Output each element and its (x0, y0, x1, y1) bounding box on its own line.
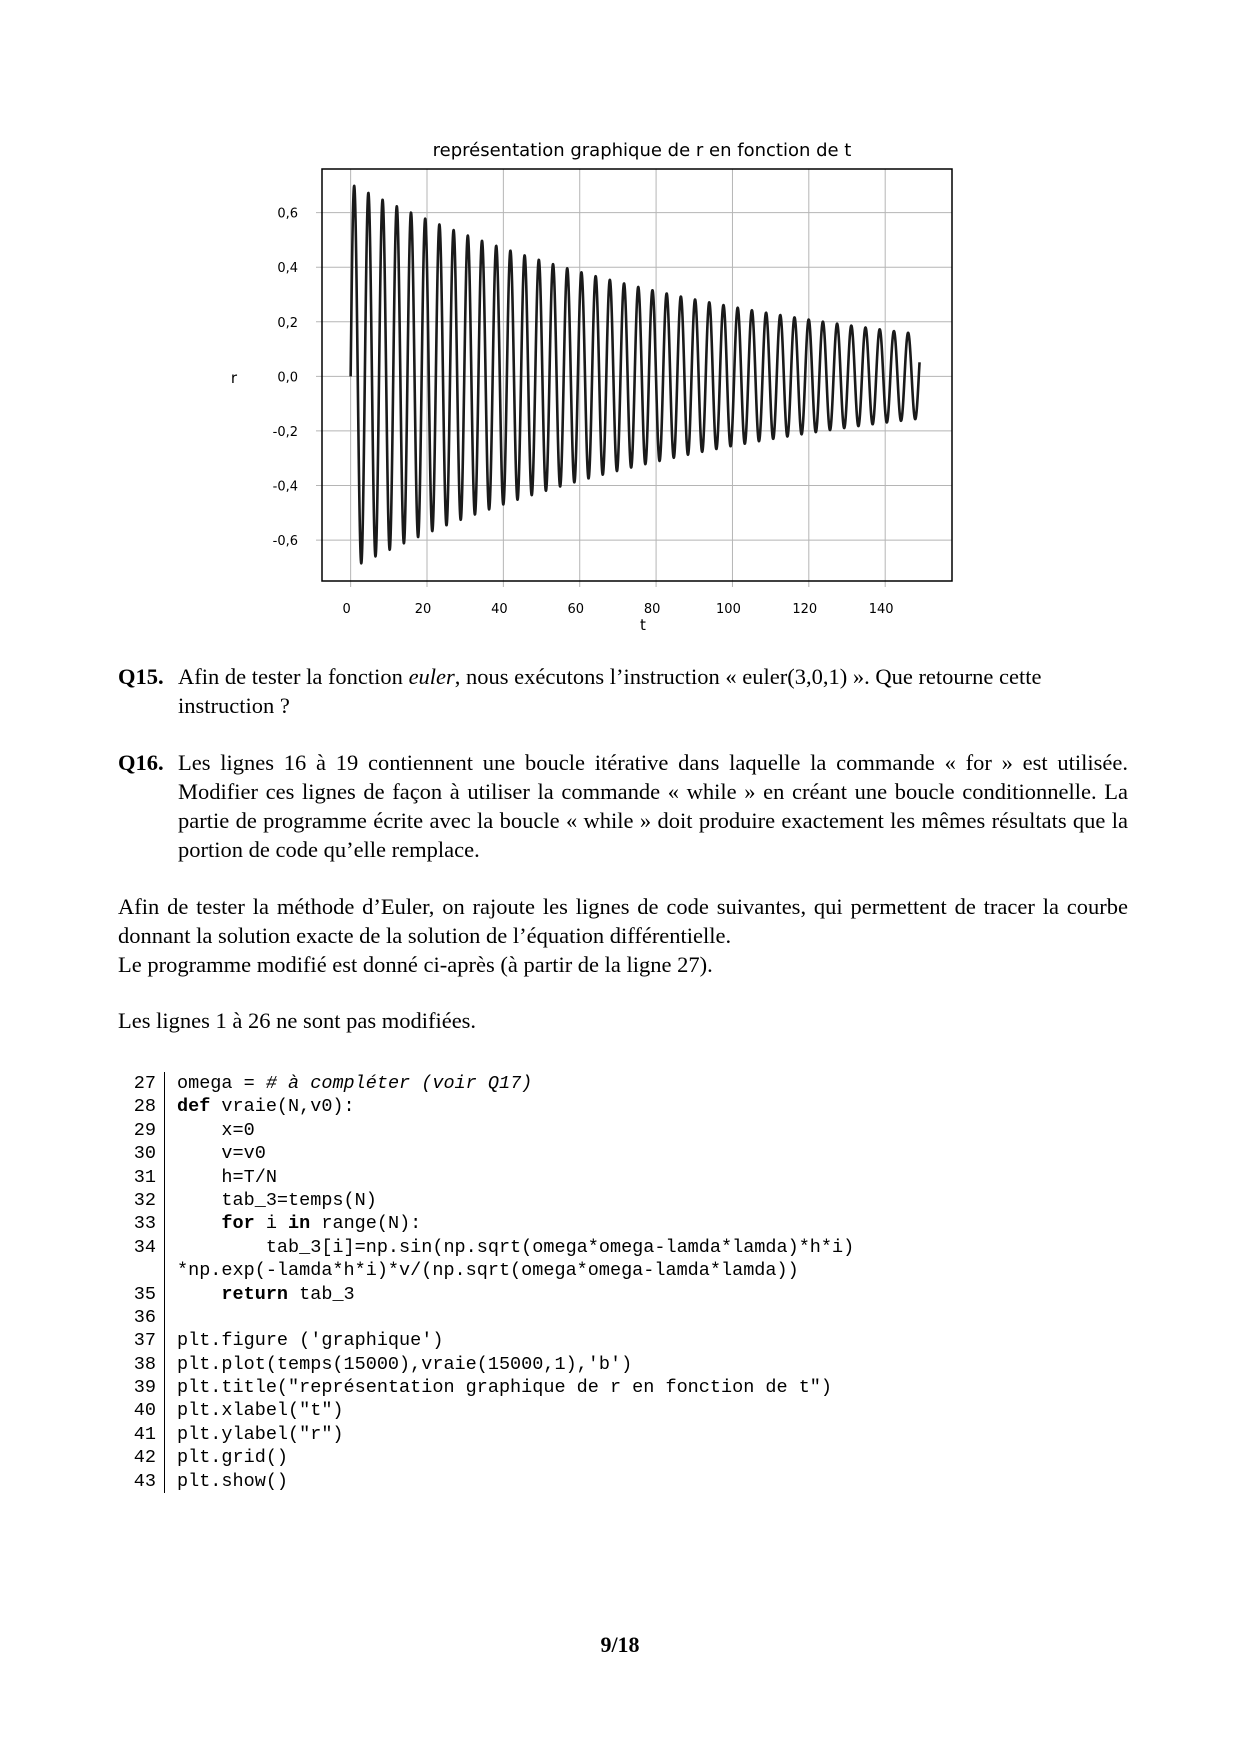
code-token: tab_3=temps(N) (177, 1189, 377, 1211)
code-text (165, 1142, 266, 1165)
code-comment: # à compléter (voir Q17) (265, 1073, 533, 1094)
line-number: 38 (118, 1353, 165, 1376)
code-text (165, 1399, 344, 1422)
q16-text: Les lignes 16 à 19 contiennent une boucle itérative dans laquelle la commande « for » est utilisée. Modifier ces lignes de façon à utiliser la commande « while » en créant une boucle conditionnelle. La partie de programme écrite avec la boucle « while » doit produire exactement les mêmes résultats que la portion de code qu’elle remplace. (178, 750, 1128, 862)
question-number: Q16. (118, 750, 164, 775)
code-text (165, 1470, 288, 1493)
y-tick-label: 0,0 (277, 370, 298, 386)
q15-text-b: , nous exécutons l’instruction « euler(3,0,1) ». Que retourne cette (454, 664, 1042, 689)
page-number: 9/18 (600, 1632, 640, 1657)
code-line (118, 1283, 1128, 1306)
code-line (118, 1259, 1128, 1282)
y-tick-label: -0,4 (272, 479, 298, 495)
series-line-r (351, 186, 920, 563)
code-line (118, 1376, 1128, 1399)
x-tick-label: 120 (792, 602, 818, 617)
code-line (118, 1095, 1128, 1118)
code-token: vraie(N,v0): (210, 1096, 355, 1118)
question-q16 (118, 748, 1128, 864)
chart-title: représentation graphique de r en fonction de t (432, 140, 852, 161)
code-token: tab_3 (288, 1283, 355, 1305)
code-token: h=T/N (177, 1166, 277, 1188)
code-line (118, 1306, 1128, 1329)
code-text (165, 1283, 355, 1306)
code-keyword: def (177, 1096, 211, 1118)
line-number: 37 (118, 1329, 165, 1352)
code-token: omega = (177, 1073, 266, 1094)
q15-function-name: euler (408, 664, 455, 689)
question-number: Q15. (118, 664, 164, 689)
code-token (177, 1213, 221, 1234)
code-line (118, 1446, 1128, 1469)
code-token: i (254, 1213, 289, 1235)
code-text (165, 1259, 799, 1282)
x-axis-label: t (640, 616, 646, 634)
x-tick-label: 60 (567, 602, 585, 617)
damped-oscillation-chart (0, 0, 1240, 660)
q15-text-c: instruction ? (178, 693, 290, 718)
line-number: 27 (118, 1072, 165, 1095)
code-text (165, 1423, 344, 1446)
code-line (118, 1166, 1128, 1189)
code-token: plt.show() (177, 1470, 289, 1492)
code-text (165, 1119, 255, 1142)
line-number: 41 (118, 1423, 165, 1446)
code-text (165, 1212, 421, 1235)
line-number (118, 1259, 165, 1282)
code-listing (118, 1072, 1128, 1493)
code-text (165, 1072, 532, 1095)
code-token: v=v0 (177, 1143, 266, 1165)
x-tick-labels (342, 602, 893, 617)
x-tick-label: 20 (414, 602, 432, 617)
code-token: range(N): (310, 1213, 422, 1235)
y-tick-labels (273, 207, 298, 549)
x-tick-label: 100 (716, 602, 741, 617)
code-text (165, 1166, 277, 1189)
line-number: 36 (118, 1306, 165, 1329)
line-number: 34 (118, 1236, 165, 1259)
intro-paragraph (118, 892, 1128, 979)
y-tick-label: -0,6 (272, 534, 298, 550)
x-tick-label: 0 (342, 602, 351, 617)
line-number: 42 (118, 1446, 165, 1469)
line-number: 40 (118, 1399, 165, 1422)
code-line (118, 1189, 1128, 1212)
line-number: 30 (118, 1142, 165, 1165)
y-tick-label: 0,6 (277, 206, 298, 222)
code-token: plt.plot(temps(15000),vraie(15000,1),'b') (177, 1353, 633, 1375)
line-number: 32 (118, 1189, 165, 1212)
code-token: plt.ylabel("r") (177, 1423, 344, 1445)
line-number: 33 (118, 1212, 165, 1235)
code-line (118, 1212, 1128, 1235)
code-text (165, 1189, 377, 1212)
code-line (118, 1119, 1128, 1142)
code-token: x=0 (177, 1119, 255, 1141)
y-tick-label: 0,2 (277, 315, 298, 331)
code-token: plt.xlabel("t") (177, 1400, 344, 1422)
code-token: tab_3[i]=np.sin(np.sqrt(omega*omega-lamda*lamda)*h*i) (177, 1236, 855, 1258)
code-text (165, 1306, 177, 1329)
line-number: 31 (118, 1166, 165, 1189)
y-axis-label: r (230, 369, 238, 387)
code-keyword: for (221, 1213, 255, 1235)
line-number: 39 (118, 1376, 165, 1399)
code-line (118, 1329, 1128, 1352)
code-line (118, 1142, 1128, 1165)
code-text (165, 1353, 632, 1376)
code-text (165, 1095, 355, 1118)
x-tick-label: 140 (868, 602, 894, 617)
x-tick-label: 80 (643, 602, 661, 617)
x-tick-label: 40 (491, 602, 508, 617)
code-token: plt.title("représentation graphique de r en fonction de t") (177, 1377, 833, 1399)
code-keyword: in (288, 1213, 311, 1235)
code-line (118, 1072, 1128, 1095)
code-token: plt.grid() (177, 1447, 289, 1469)
code-token (177, 1284, 221, 1305)
code-text (165, 1329, 443, 1352)
line-number: 28 (118, 1095, 165, 1118)
line-number: 43 (118, 1470, 165, 1493)
code-text (165, 1376, 832, 1399)
code-keyword: return (221, 1283, 289, 1305)
y-tick-label: 0,4 (277, 261, 298, 277)
code-token: *np.exp(-lamda*h*i)*v/(np.sqrt(omega*omega-lamda*lamda)) (177, 1260, 799, 1282)
code-text (165, 1446, 288, 1469)
intro-paragraph-text: Afin de tester la méthode d’Euler, on rajoute les lignes de code suivantes, qui permettent de tracer la courbe donnant la solution exacte de la solution de l’équation différentielle. (118, 894, 1128, 948)
code-text (165, 1236, 854, 1259)
code-line (118, 1236, 1128, 1259)
code-token: plt.figure ('graphique') (177, 1330, 444, 1352)
line-number: 29 (118, 1119, 165, 1142)
code-line (118, 1399, 1128, 1422)
q15-text-a: Afin de tester la fonction (178, 664, 409, 689)
intro-paragraph-line2: Le programme modifié est donné ci-après (à partir de la ligne 27). (118, 952, 713, 977)
y-tick-label: -0,2 (272, 424, 298, 440)
question-q15 (118, 662, 1128, 720)
unchanged-lines-note: Les lignes 1 à 26 ne sont pas modifiées. (118, 1008, 477, 1033)
code-line (118, 1423, 1128, 1446)
code-line (118, 1470, 1128, 1493)
code-line (118, 1353, 1128, 1376)
line-number: 35 (118, 1283, 165, 1306)
